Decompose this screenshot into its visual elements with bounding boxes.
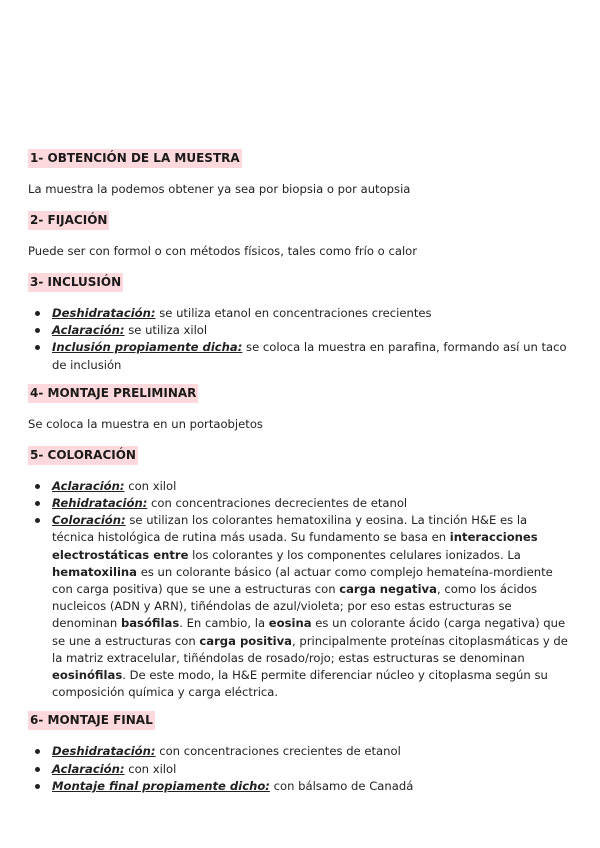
step-list (28, 305, 568, 374)
section-heading: 4- MONTAJE PRELIMINAR (28, 384, 198, 403)
list-item (52, 339, 568, 373)
step-text: con xilol (124, 478, 177, 493)
section-heading: 6- MONTAJE FINAL (28, 711, 155, 730)
bold-phrase: eosinófilas (52, 668, 123, 683)
bold-phrase: basófilas (120, 616, 180, 631)
section-coloracion (28, 446, 568, 702)
step-text: . En cambio, la (179, 616, 269, 631)
bold-phrase: carga negativa (339, 582, 437, 597)
step-text: , principalmente proteínas citoplasmáticas y de la matriz extracelular, tiñéndolas de rosado/rojo; estas estructuras se denominan (52, 633, 568, 665)
step-list (28, 478, 568, 702)
step-list (28, 743, 568, 795)
step-text: con xilol (124, 761, 177, 776)
step-text: es un colorante ácido (carga negativa) que se une a estructuras con (52, 616, 566, 648)
list-item (52, 761, 568, 778)
step-text: . De este modo, la H&E permite diferenciar núcleo y citoplasma según su composición química y carga eléctrica. (52, 668, 548, 700)
bold-phrase: eosina (268, 616, 312, 631)
section-heading: 1- OBTENCIÓN DE LA MUESTRA (28, 149, 242, 168)
list-item (52, 778, 568, 795)
bold-phrase: interacciones electrostáticas entre (52, 530, 538, 562)
section-montaje-preliminar (28, 384, 568, 433)
section-inclusion (28, 273, 568, 374)
list-item (52, 512, 568, 701)
list-item (52, 478, 568, 495)
step-text: se utiliza xilol (124, 323, 208, 338)
step-term: Aclaración: (52, 478, 125, 493)
bold-phrase: hematoxilina (52, 564, 138, 579)
step-text: con bálsamo de Canadá (269, 778, 414, 793)
section-heading: 2- FIJACIÓN (28, 211, 109, 230)
step-term: Deshidratación: (52, 744, 156, 759)
section-text: La muestra la podemos obtener ya sea por biopsia o por autopsia (28, 182, 411, 196)
step-term: Aclaración: (52, 761, 125, 776)
step-text: se utilizan los colorantes hematoxilina y eosina. La tinción H&E es la técnica histológica de rutina más usada. Su fundamento se basa en (52, 513, 528, 545)
document-body (28, 149, 568, 795)
step-term: Aclaración: (52, 323, 125, 338)
step-term: Inclusión propiamente dicha: (52, 340, 243, 355)
section-text: Se coloca la muestra en un portaobjetos (28, 416, 263, 431)
section-montaje-final (28, 711, 568, 795)
section-text: Puede ser con formol o con métodos físicos, tales como frío o calor (28, 244, 418, 258)
step-text: los colorantes y los componentes celulares ionizados. La (188, 547, 521, 562)
list-item (52, 495, 568, 512)
bold-phrase: carga positiva (199, 633, 292, 648)
section-fijacion (28, 211, 568, 260)
list-item (52, 305, 568, 322)
step-text: , como los ácidos nucleicos (ADN y ARN), tiñéndolas de azul/violeta; por eso estas estructuras se denominan (52, 582, 538, 631)
list-item (52, 743, 568, 760)
step-text: con concentraciones decrecientes de etanol (147, 496, 408, 511)
section-heading: 5- COLORACIÓN (28, 446, 138, 465)
step-term: Coloración: (52, 513, 126, 528)
step-text: con concentraciones crecientes de etanol (155, 744, 401, 759)
step-text: es un colorante básico (al actuar como complejo hemateína-mordiente con carga positiva) que se une a estructuras con (52, 564, 553, 597)
section-obtencion (28, 149, 568, 198)
step-text: se coloca la muestra en parafina, formando así un taco de inclusión (52, 340, 567, 372)
step-text: se utiliza etanol en concentraciones crecientes (155, 306, 432, 320)
step-term: Deshidratación: (52, 306, 156, 320)
step-term: Montaje final propiamente dicho: (52, 778, 270, 793)
list-item (52, 322, 568, 339)
step-term: Rehidratación: (52, 496, 148, 511)
section-heading: 3- INCLUSIÓN (28, 273, 123, 292)
